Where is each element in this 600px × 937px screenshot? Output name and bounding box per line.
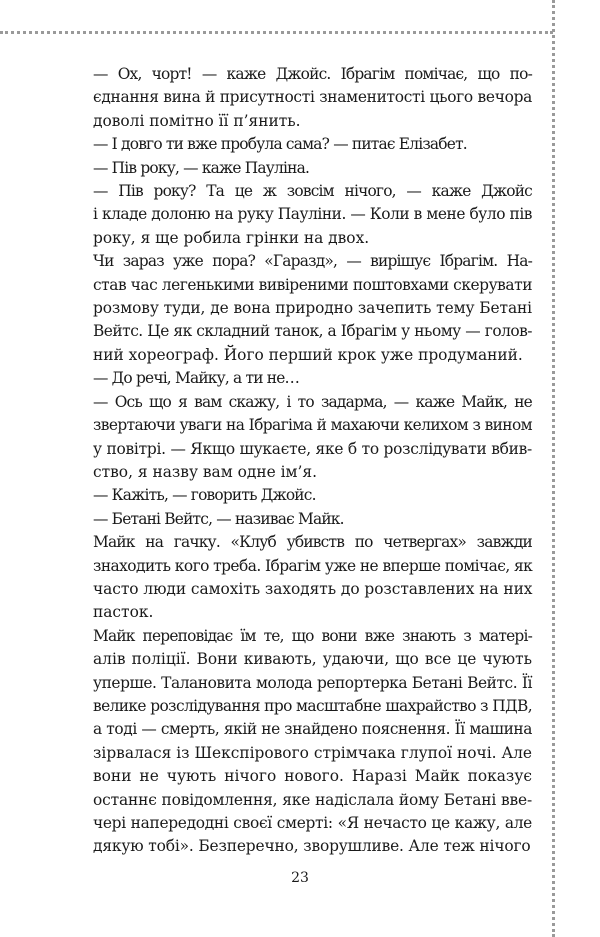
text-line: вони не чують нічого нового. Наразі Майк показує — [93, 767, 532, 786]
text-line: ний хореограф. Його перший крок уже продуманий. — [93, 345, 523, 364]
paragraph — [70, 531, 532, 625]
text-line: — Кажіть, — говорить Джойс. — [93, 486, 316, 505]
dotted-border-right — [552, 0, 555, 937]
text-line: пасток. — [93, 603, 154, 622]
text-line: Майк на гачку. «Клуб убивств по четвергах» завжди — [93, 533, 532, 552]
text-line: єднання вина й присутності знаменитості цього вечора — [93, 88, 532, 107]
text-line: алів поліції. Вони кивають, удаючи, що все це чують — [93, 650, 532, 669]
text-line: — Бетані Вейтс, — називає Майк. — [93, 509, 344, 528]
text-line: — Ох, чорт! — каже Джойс. Ібрагім помічає, що по- — [93, 65, 532, 83]
dotted-border-top — [0, 31, 553, 34]
paragraph — [70, 157, 532, 180]
text-line: Майк переповідає їм те, що вони вже знають з матері- — [93, 626, 532, 645]
paragraph — [70, 391, 532, 485]
paragraph — [70, 180, 532, 250]
text-line: у повітрі. — Якщо шукаєте, яке б то розслідувати вбив- — [93, 439, 532, 458]
text-line: зірвалася із Шекспірового стрімчака глупої ночі. Але — [93, 743, 532, 762]
text-line: — Пів року? Та це ж зовсім нічого, — каже Джойс — [93, 182, 532, 201]
text-line: став час легенькими вивіреними поштовхами скерувати — [93, 275, 532, 294]
paragraph — [70, 367, 532, 390]
text-line: знаходить кого треба. Ібрагім уже не вперше помічає, як — [93, 556, 533, 575]
text-line: і кладе долоню на руку Пауліни. — Коли в мене було пів — [93, 205, 532, 224]
body-text — [70, 63, 532, 859]
text-line: звертаючи уваги на Ібрагіма й махаючи келихом з вином — [93, 416, 532, 435]
text-line: року, я ще робила грінки на двох. — [93, 228, 370, 247]
text-line: — І довго ти вже пробула сама? — питає Елізабет. — [93, 135, 467, 154]
text-line: уперше. Талановита молода репортерка Бетані Вейтс. Її — [93, 673, 532, 692]
text-line: — Пів року, — каже Пауліна. — [93, 158, 310, 177]
paragraph — [70, 508, 532, 531]
paragraph — [70, 625, 532, 859]
text-line: велике розслідування про масштабне шахрайство з ПДВ, — [93, 696, 532, 715]
text-line: ство, я назву вам одне ім’я. — [93, 462, 317, 481]
paragraph — [70, 250, 532, 367]
text-line: — Ось що я вам скажу, і то задарма, — каже Майк, не — [93, 392, 532, 411]
text-line: Чи зараз уже пора? «Гаразд», — вирішує Ібрагім. На- — [93, 252, 532, 271]
text-line: — До речі, Майку, а ти не… — [93, 369, 300, 388]
text-line: дякую тобі». Безперечно, зворушливе. Але теж нічого — [93, 837, 531, 856]
paragraph — [70, 63, 532, 133]
text-line: розмову туди, де вона природно зачепить тему Бетані — [93, 299, 532, 318]
paragraph — [70, 484, 532, 507]
text-line: Вейтс. Це як складний танок, а Ібрагім у ньому — голов- — [93, 322, 532, 341]
text-line: а тоді — смерть, якій не знайдено пояснення. Її машина — [93, 720, 533, 739]
text-line: доволі помітно її п’янить. — [93, 111, 301, 130]
text-line: часто люди самохіть заходять до розставлених на них — [93, 579, 533, 598]
text-line: останнє повідомлення, яке надіслала йому Бетані вве- — [93, 790, 532, 809]
text-line: чері напередодні своєї смерті: «Я нечасто це кажу, але — [93, 814, 532, 832]
page-number: 23 — [291, 870, 309, 886]
paragraph — [70, 133, 532, 156]
